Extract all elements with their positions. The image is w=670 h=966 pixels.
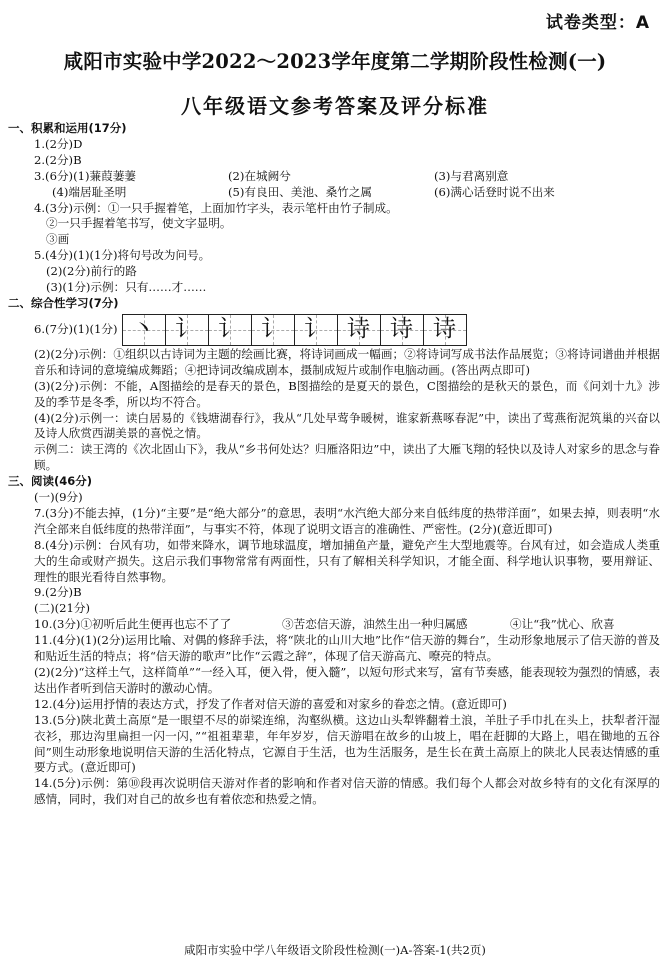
stroke-cell <box>295 315 338 345</box>
stroke-cell <box>381 315 424 345</box>
answer-paragraph: 11.(4分)(1)(2分)运用比喻、对偶的修辞手法，将“陕北的山川大地”比作“信天游的舞台”，生动形象地展示了信天游的普及和贴近生活的特点；将“信天游的歌声”比作“云霞之辞”，体现了信天游高亢、嘹亮的特点。 <box>34 633 660 664</box>
answer-item: (5)有良田、美池、桑竹之属 <box>228 184 372 199</box>
answer-item: (6)满心话登时说不出来 <box>434 184 555 199</box>
page-footer: 咸阳市实验中学八年级语文阶段性检测(一)A-答案-1(共2页) <box>184 943 486 957</box>
stroke-char: 讠 <box>218 315 242 342</box>
stroke-cell <box>424 315 467 345</box>
answer-paragraph: 13.(5分)陕北黄土高原“是一眼望不尽的峁梁连绵，沟壑纵横。这边山头犁铧翻着土浪，羊肚子手巾扎在头上，扶犁者汗湿衣衫，那边沟里扁担一闪一闪，”“祖祖辈辈，年年岁岁，信天游唱在故乡的山坡上，唱在赶脚的大路上，唱在锄地的五谷间”则生动形象地说明信天游的生活化特点，它源自于生活，也为生活服务，是生长在黄土高原上的陕北人民表达情感的重要方式。(意近即可) <box>34 712 660 775</box>
answer-paragraph: (3)(2分)示例：不能，A图描绘的是春天的景色，B图描绘的是夏天的景色，C图描绘的是秋天的景色，而《问刘十九》涉及的季节是冬季，所以均不符合。 <box>34 378 660 409</box>
answer-content <box>8 121 660 808</box>
answer-paragraph: 14.(5分)示例：第⑩段再次说明信天游对作者的影响和作者对信天游的情感。我们每个人都会对故乡特有的文化有深厚的感情，同时，我们对自己的故乡也有着依恋和热爱之情。 <box>34 776 660 807</box>
answer-line: 4.(3分)示例：①一只手握着笔，上面加竹字头，表示笔杆由竹子制成。 <box>34 200 398 215</box>
paper-type-label: 试卷类型：A <box>545 13 650 33</box>
answer-item: (4)端居耻圣明 <box>52 184 127 199</box>
answer-line: (2)(2分)前行的路 <box>46 264 137 279</box>
answer-line <box>8 617 660 633</box>
stroke-char: 诗 <box>390 315 414 342</box>
answer-item: 3.(6分)(1)蒹葭萋萋 <box>34 168 136 183</box>
school-title: 咸阳市实验中学2022～2023学年度第二学期阶段性检测(一) <box>63 50 607 73</box>
stroke-cell <box>338 315 381 345</box>
answer-line: 5.(4分)(1)(1分)将句号改为问号。 <box>34 248 211 263</box>
answer-paragraph: (2)(2分)示例：①组织以古诗词为主题的绘画比赛，将诗词画成一幅画；②将诗词写成书法作品展览；③将诗词谱曲并根据音乐和诗词的意境编成舞蹈；④把诗词改编成剧本，摄制成短片或制作电脑动画。(答出两点即可) <box>34 346 660 377</box>
stroke-order-row <box>8 314 660 346</box>
section-heading: 二、综合性学习(7分) <box>8 295 119 310</box>
answer-line: 9.(2分)B <box>34 585 82 600</box>
stroke-order-grid <box>122 314 467 346</box>
answer-item: ③苦恋信天游，油然生出一种归属感 <box>282 617 468 632</box>
answer-line: ②一只手握着笔书写，使文字显明。 <box>46 216 232 231</box>
stroke-cell <box>252 315 295 345</box>
page-title: 八年级语文参考答案及评分标准 <box>181 94 489 118</box>
answer-paragraph: (2)(2分)“这样土气，这样简单”“一经入耳，便入骨，便入髓”，以短句形式来写，富有节奏感，能表现较为强烈的情感，表达出作者听到信天游时的激动心情。 <box>34 665 660 695</box>
answer-line: 6.(7分)(1)(1分) <box>34 321 118 336</box>
stroke-char: 讠 <box>175 315 199 342</box>
section-heading: 三、阅读(46分) <box>8 474 93 489</box>
stroke-char: 诗 <box>347 315 371 342</box>
answer-line: (一)(9分) <box>34 490 83 505</box>
stroke-cell <box>123 315 166 345</box>
answer-line: 2.(2分)B <box>34 152 82 167</box>
answer-paragraph: 示例二：读王湾的《次北固山下》，我从“乡书何处达？归雁洛阳边”中，读出了大雁飞翔的轻快以及诗人对家乡的思念与眷顾。 <box>34 442 660 473</box>
answer-item: (2)在城阙兮 <box>228 168 291 183</box>
stroke-char: 诗 <box>433 315 457 342</box>
answer-line <box>8 169 660 185</box>
stroke-char: 讠 <box>304 315 328 342</box>
stroke-cell <box>166 315 209 345</box>
stroke-char: 丶 <box>132 315 156 342</box>
answer-paragraph: 7.(3分)不能去掉，(1分)“主要”是“绝大部分”的意思，表明“水汽绝大部分来自低纬度的热带洋面”，如果去掉，则表明“水汽全部来自低纬度的热带洋面”，与事实不符，体现了说明文语言的准确性、严密性。(2分)(意近即可) <box>34 505 660 536</box>
answer-line: 1.(2分)D <box>34 136 83 151</box>
answer-line: ③画 <box>46 232 70 247</box>
stroke-cell <box>209 315 252 345</box>
answer-paragraph: 12.(4分)运用抒情的表达方式，抒发了作者对信天游的喜爱和对家乡的眷恋之情。(意近即可) <box>34 696 507 711</box>
answer-paragraph: (4)(2分)示例一：读白居易的《钱塘湖春行》，我从“几处早莺争暖树，谁家新燕啄春泥”中，读出了莺燕衔泥筑巢的兴奋以及诗人欣赏西湖美景的喜悦之情。 <box>34 410 660 441</box>
answer-line <box>8 185 660 201</box>
answer-item: 10.(3分)①初听后此生便再也忘不了了 <box>34 617 232 632</box>
answer-item: ④让“我”忧心、欣喜 <box>510 617 615 632</box>
section-heading: 一、积累和运用(17分) <box>8 121 127 135</box>
answer-line: (3)(1分)示例：只有……才…… <box>46 280 207 295</box>
answer-paragraph: 8.(4分)示例：台风有功，如带来降水，调节地球温度，增加捕鱼产量，避免产生大型地震等。台风有过，如会造成人类重大的生命或财产损失。这启示我们事物常常有两面性，只有了解相关科学知识，才能全面、科学地认识事物，要用辩证、理性的眼光看待自然事物。 <box>34 537 660 584</box>
stroke-char: 讠 <box>261 315 285 342</box>
answer-item: (3)与君离别意 <box>434 168 509 183</box>
answer-line: (二)(21分) <box>34 601 91 616</box>
